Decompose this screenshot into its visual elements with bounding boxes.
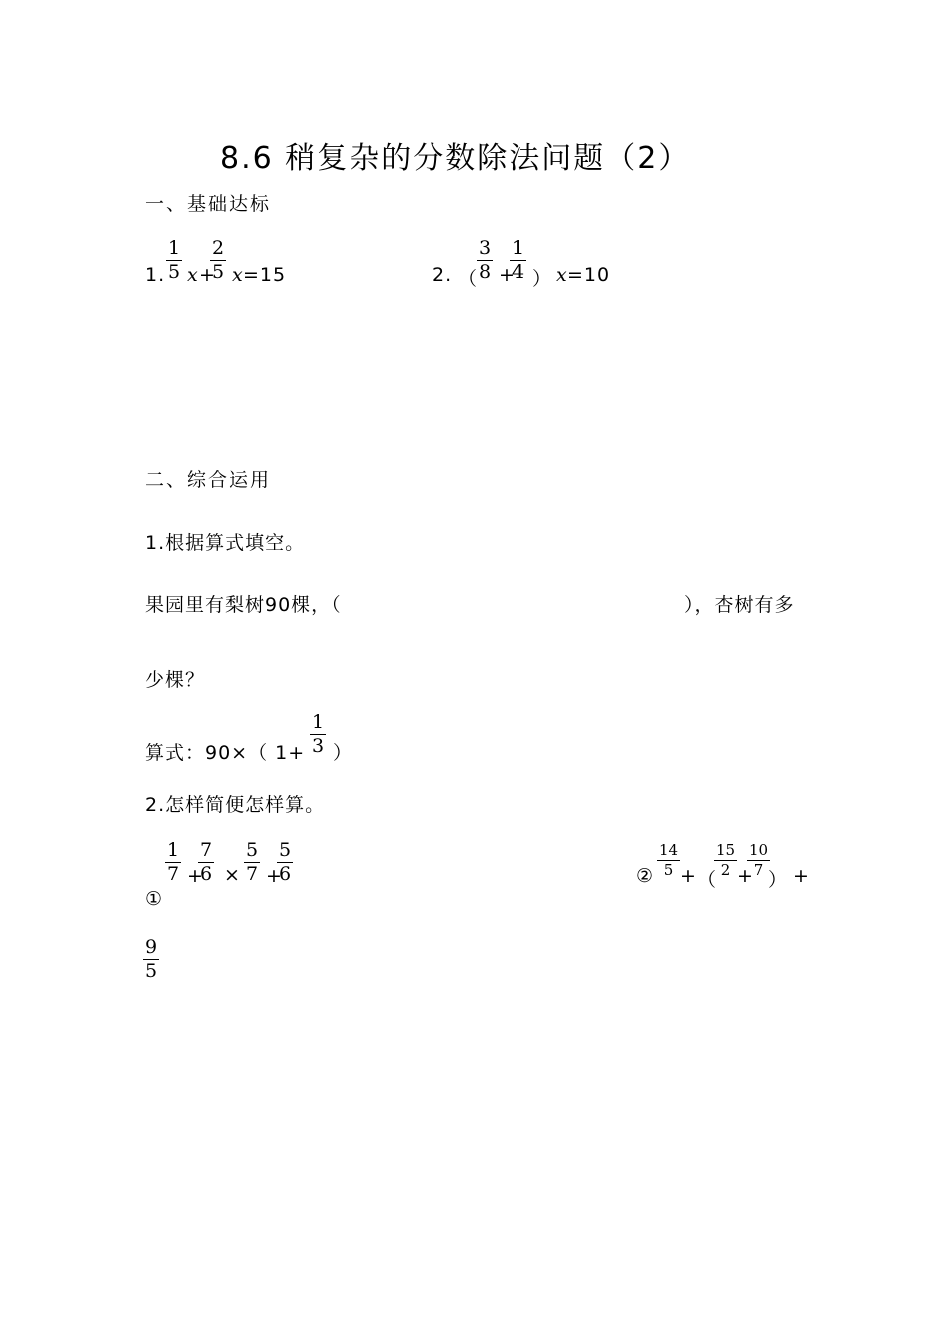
fraction: $\frac{10}{7}$: [749, 841, 769, 879]
page-title: 8.6 稍复杂的分数除法问题（2）: [220, 141, 691, 176]
question-1-line-end: ），杏树有多: [684, 594, 795, 616]
right-paren: ）: [532, 268, 553, 290]
operator: +: [737, 865, 754, 887]
variable-x: x: [556, 264, 568, 286]
formula-suffix: ）: [333, 742, 354, 764]
fraction: $\frac{14}{5}$: [659, 841, 679, 879]
operator: ×: [224, 864, 241, 886]
operator: +: [266, 865, 283, 887]
fraction: $\frac{7}{6}$: [200, 839, 213, 885]
fraction: $\frac{1}{7}$: [167, 839, 180, 885]
right-paren: ）: [768, 869, 789, 891]
left-paren: （: [697, 869, 718, 891]
fraction: $\frac{5}{6}$: [279, 839, 292, 885]
fraction: $\frac{15}{2}$: [716, 841, 736, 879]
equation-rhs: =15: [243, 264, 287, 286]
variable-x: x: [232, 264, 244, 286]
fraction: $\frac{1}{5}$: [168, 237, 181, 283]
equation-rhs: =10: [567, 264, 611, 286]
left-paren: （: [458, 268, 479, 290]
fraction: $\frac{3}{8}$: [479, 237, 492, 283]
operator: +: [793, 865, 810, 887]
plus-sign: +: [499, 264, 516, 286]
question-1-line-start: 果园里有梨树90棵，（: [145, 594, 342, 616]
question-1-prompt: 1.根据算式填空。: [145, 532, 306, 554]
question-1-line-2: 少棵？: [145, 669, 206, 691]
formula-prefix: 算式：90×（ 1+: [145, 742, 306, 764]
circled-number-1: ①: [145, 888, 164, 910]
operator: +: [680, 865, 697, 887]
circled-number-2: ②: [636, 865, 655, 887]
fraction: $\frac{1}{3}$: [312, 711, 325, 757]
fraction: $\frac{5}{7}$: [246, 839, 259, 885]
problem-number: 1.: [145, 264, 166, 286]
operator: +: [187, 865, 204, 887]
plus-sign: +: [199, 264, 216, 286]
variable-x: x: [187, 264, 199, 286]
fraction: $\frac{2}{5}$: [212, 237, 225, 283]
section-heading-applied: 二、综合运用: [145, 469, 272, 491]
section-heading-basic: 一、基础达标: [145, 193, 272, 215]
fraction: $\frac{1}{4}$: [512, 237, 525, 283]
fraction: $\frac{9}{5}$: [145, 936, 158, 982]
problem-number: 2.: [432, 264, 453, 286]
question-2-prompt: 2.怎样简便怎样算。: [145, 794, 326, 816]
